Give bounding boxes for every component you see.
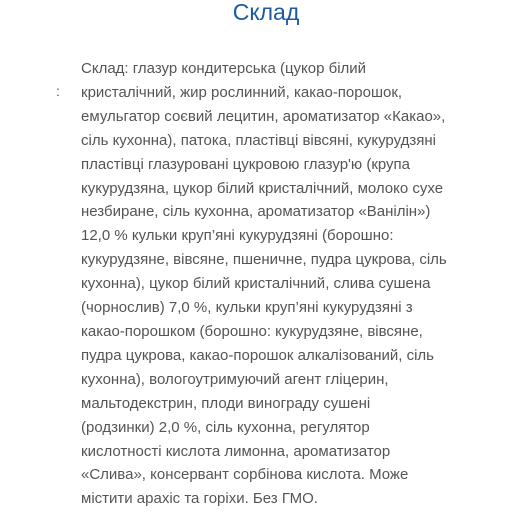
composition-line: містити арахіс та горіхи. Без ГМО. — [81, 490, 318, 508]
composition-line: «Слива», консервант сорбінова кислота. Може — [81, 466, 409, 484]
composition-line: Склад: глазур кондитерська (цукор білий — [81, 60, 367, 77]
composition-line: кухонна), вологоутримуючий агент гліцерин, — [81, 370, 389, 388]
composition-line: сіль кухонна), патока, пластівці вівсяні, кукурудзяні — [81, 131, 436, 149]
section-title: Склад — [232, 0, 300, 25]
composition-line: кристалічний, жир рослинний, какао-порошок, — [81, 83, 403, 101]
composition-line: кухонна), цукор білий кристалічний, слива сушена — [81, 275, 431, 293]
composition-line: мальтодекстрин, плоди винограду сушені — [81, 394, 371, 412]
composition-line: (родзинки) 2,0 %, сіль кухонна, регулятор — [81, 418, 370, 436]
composition-line: незбиране, сіль кухонна, ароматизатор «Ванілін») — [81, 203, 431, 221]
composition-line: 12,0 % кульки круп’яні кукурудзяні (борошно: — [81, 227, 394, 245]
composition-line: емульгатор соєвий лецитин, ароматизатор «Какао», — [81, 107, 446, 125]
list-marker: : — [56, 83, 60, 99]
composition-line: кислотності кислота лимонна, ароматизатор — [81, 442, 391, 460]
composition-line: пудра цукрова, какао-порошок алкалізований, сіль — [81, 346, 434, 364]
composition-line: (чорнослив) 7,0 %, кульки круп’яні кукурудзяні з — [81, 299, 413, 317]
composition-text — [81, 57, 493, 511]
composition-line: пластівці глазуровані цукровою глазур'ю (крупа — [81, 155, 411, 173]
composition-line: кукурудзяна, цукор білий кристалічний, молоко сухе — [81, 179, 444, 197]
composition-line: какао-порошком (борошно: кукурудзяне, вівсяне, — [81, 322, 423, 340]
composition-line: кукурудзяне, вівсяне, пшеничне, пудра цукрова, сіль — [81, 251, 447, 269]
